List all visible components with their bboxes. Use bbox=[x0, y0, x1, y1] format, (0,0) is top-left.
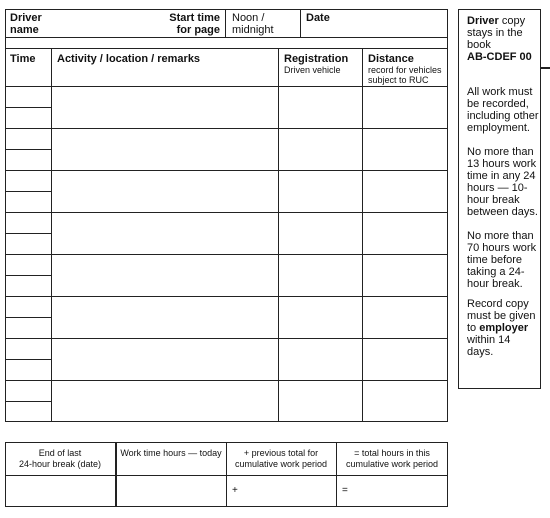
previous-total-header: + previous total for cumulative work period bbox=[234, 448, 328, 469]
time-column-header: Time bbox=[10, 53, 36, 65]
header-bottom-rule bbox=[5, 37, 448, 38]
daily-limit-note: No more than 13 hours work time in any 24 hours — 10- hour break between days. bbox=[467, 146, 538, 218]
record-all-work-note: All work must be recorded, including other employment. bbox=[467, 86, 539, 134]
activity-column-header: Activity / location / remarks bbox=[57, 53, 201, 65]
start-time-label: Start time for page bbox=[169, 12, 220, 36]
date-label: Date bbox=[306, 12, 330, 24]
cumulative-limit-note: No more than 70 hours work time before taking a 24- hour break. bbox=[467, 230, 537, 290]
end-of-break-header: End of last 24-hour break (date) bbox=[18, 448, 102, 469]
previous-total-field[interactable] bbox=[227, 476, 335, 506]
plus-sign: + bbox=[232, 485, 238, 496]
driver-name-label: Driver name bbox=[10, 12, 42, 36]
date-field[interactable] bbox=[340, 10, 446, 36]
header-bottom-rule-2 bbox=[5, 48, 448, 49]
total-hours-field[interactable] bbox=[337, 476, 447, 506]
driver-name-field[interactable] bbox=[90, 10, 150, 36]
book-id: AB-CDEF 00 bbox=[467, 51, 532, 63]
header-divider-2 bbox=[300, 9, 301, 37]
employer-copy-note: Record copy must be given to employer within 14 days. bbox=[467, 298, 536, 358]
work-hours-today-field[interactable] bbox=[118, 476, 225, 506]
instructions-panel bbox=[458, 9, 541, 389]
distance-column-header: Distance record for vehicles subject to RUC bbox=[368, 53, 442, 85]
header-divider-1 bbox=[225, 9, 226, 37]
tear-marker bbox=[541, 67, 550, 69]
noon-midnight-label: Noon / midnight bbox=[232, 12, 274, 36]
work-hours-today-header: Work time hours — today bbox=[120, 448, 222, 458]
logbook-entry-area[interactable] bbox=[6, 87, 447, 421]
total-hours-header: = total hours in this cumulative work period bbox=[345, 448, 439, 469]
copy-note: Driver copy stays in the book AB-CDEF 00 bbox=[467, 15, 539, 63]
end-of-break-field[interactable] bbox=[6, 476, 114, 506]
totals-divider bbox=[115, 442, 117, 507]
registration-column-header: Registration Driven vehicle bbox=[284, 53, 349, 75]
equals-sign: = bbox=[342, 485, 348, 496]
